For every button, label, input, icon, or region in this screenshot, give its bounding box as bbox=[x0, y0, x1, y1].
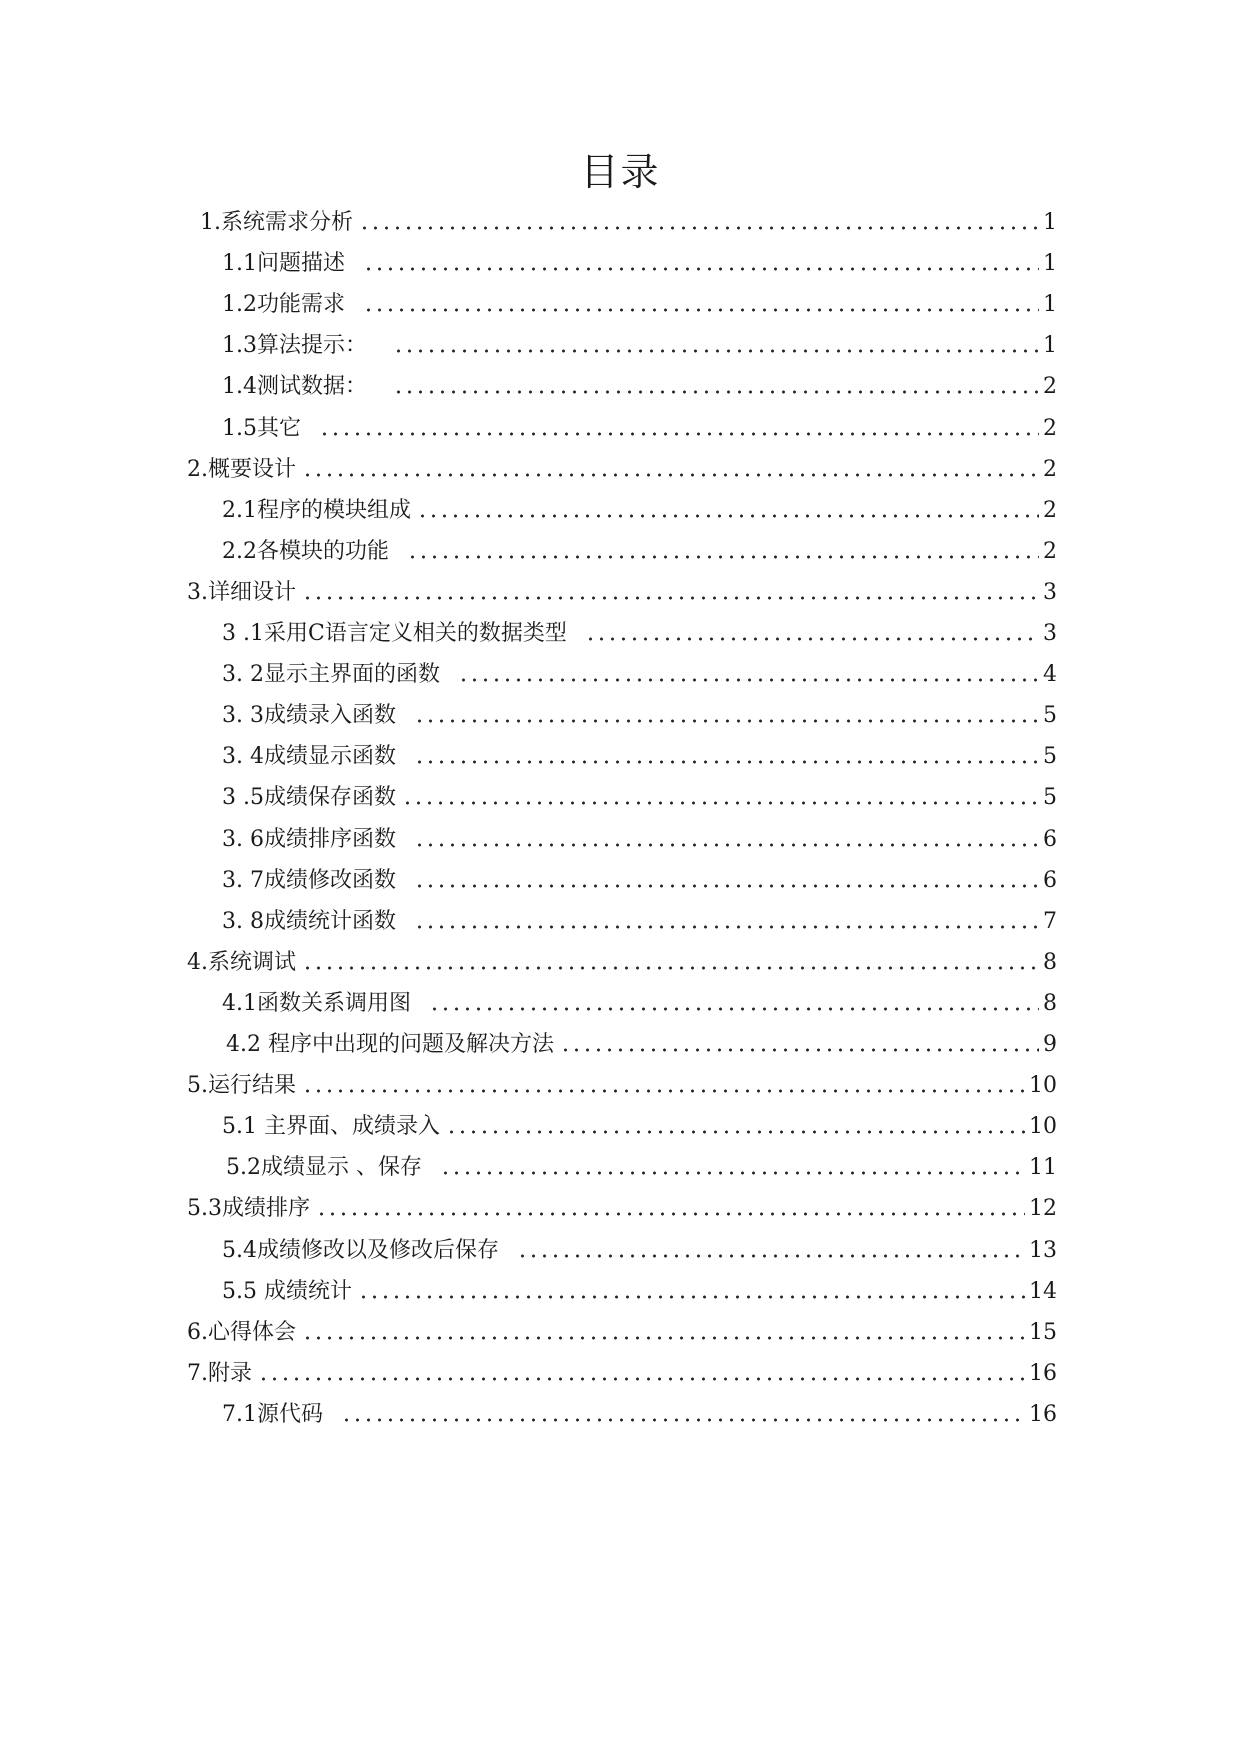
toc-entry-label: 3. 7成绩修改函数 bbox=[222, 867, 396, 893]
toc-entry[interactable] bbox=[222, 368, 1057, 402]
toc-dot-leader bbox=[363, 292, 1039, 314]
toc-entry-label: 6.心得体会 bbox=[187, 1319, 296, 1345]
toc-dot-leader bbox=[417, 498, 1039, 520]
toc-entry[interactable] bbox=[222, 245, 1057, 279]
toc-title: 目录 bbox=[580, 150, 661, 194]
toc-entry-page-number: 11 bbox=[1029, 1155, 1057, 1181]
toc-entry[interactable] bbox=[222, 1396, 1057, 1430]
toc-dot-leader bbox=[363, 251, 1039, 273]
toc-entry[interactable] bbox=[222, 738, 1057, 772]
toc-entry-label: 1.3算法提示： bbox=[222, 333, 367, 359]
toc-entry-page-number: 16 bbox=[1029, 1360, 1057, 1386]
toc-entry[interactable] bbox=[222, 1232, 1057, 1266]
toc-entry[interactable] bbox=[222, 615, 1057, 649]
toc-dot-leader bbox=[458, 662, 1039, 684]
toc-entry[interactable] bbox=[222, 903, 1057, 937]
toc-entry-page-number: 16 bbox=[1029, 1401, 1057, 1427]
toc-entry-page-number: 2 bbox=[1043, 415, 1057, 441]
toc-entry-page-number: 3 bbox=[1043, 621, 1057, 646]
toc-entry-page-number: 1 bbox=[1043, 292, 1057, 318]
toc-entry-page-number: 14 bbox=[1029, 1278, 1057, 1304]
toc-entry[interactable] bbox=[222, 1108, 1057, 1142]
toc-entry[interactable] bbox=[222, 779, 1057, 813]
toc-dot-leader bbox=[302, 950, 1039, 972]
toc-entry-label: 3 .5成绩保存函数 bbox=[222, 785, 396, 811]
toc-entry-label: 1.系统需求分析 bbox=[200, 210, 353, 235]
toc-entry[interactable] bbox=[187, 451, 1057, 485]
toc-dot-leader bbox=[414, 827, 1039, 849]
toc-dot-leader bbox=[316, 1196, 1025, 1218]
toc-entry-label: 1.5其它 bbox=[222, 415, 301, 441]
toc-dot-leader bbox=[258, 1361, 1025, 1383]
toc-entry-label: 1.1问题描述 bbox=[222, 251, 345, 277]
toc-entry-page-number: 8 bbox=[1043, 990, 1057, 1016]
toc-dot-leader bbox=[560, 1032, 1039, 1054]
toc-entry[interactable] bbox=[226, 1149, 1057, 1183]
toc-dot-leader bbox=[359, 210, 1039, 232]
toc-entry-label: 3. 6成绩排序函数 bbox=[222, 826, 396, 852]
toc-entry-label: 7.附录 bbox=[187, 1360, 252, 1386]
toc-entry[interactable] bbox=[222, 327, 1057, 361]
toc-entry-label: 2.2各模块的功能 bbox=[222, 538, 389, 564]
toc-entry-label: 4.2 程序中出现的问题及解决方法 bbox=[226, 1032, 554, 1057]
toc-entry-page-number: 3 bbox=[1043, 579, 1057, 605]
toc-entry-page-number: 5 bbox=[1043, 785, 1057, 811]
toc-entry[interactable] bbox=[222, 985, 1057, 1019]
toc-dot-leader bbox=[414, 703, 1039, 725]
toc-entry-label: 3. 4成绩显示函数 bbox=[222, 744, 396, 770]
toc-entry-page-number: 2 bbox=[1043, 538, 1057, 564]
toc-entry-page-number: 6 bbox=[1043, 867, 1057, 893]
toc-entry-page-number: 2 bbox=[1043, 374, 1057, 400]
toc-dot-leader bbox=[414, 909, 1039, 931]
toc-entry-label: 4.1函数关系调用图 bbox=[222, 990, 411, 1016]
toc-entry[interactable] bbox=[226, 1026, 1057, 1060]
toc-entry-page-number: 9 bbox=[1043, 1032, 1057, 1057]
toc-entry-page-number: 2 bbox=[1043, 456, 1057, 482]
toc-entry-label: 1.4测试数据： bbox=[222, 374, 367, 400]
toc-dot-leader bbox=[429, 991, 1039, 1013]
toc-dot-leader bbox=[302, 457, 1039, 479]
toc-entry-label: 5.3成绩排序 bbox=[187, 1196, 310, 1222]
toc-entry[interactable] bbox=[222, 410, 1057, 444]
toc-entry[interactable] bbox=[222, 821, 1057, 855]
toc-entry[interactable] bbox=[187, 1067, 1057, 1101]
toc-dot-leader bbox=[319, 416, 1039, 438]
toc-entry[interactable] bbox=[187, 1355, 1057, 1389]
toc-entry-page-number: 7 bbox=[1043, 908, 1057, 934]
toc-entry-label: 3. 8成绩统计函数 bbox=[222, 908, 396, 934]
toc-entry[interactable] bbox=[222, 862, 1057, 896]
toc-entry-page-number: 6 bbox=[1043, 826, 1057, 852]
toc-entry-page-number: 1 bbox=[1043, 251, 1057, 277]
toc-entry-page-number: 10 bbox=[1029, 1114, 1057, 1140]
toc-entry-page-number: 1 bbox=[1043, 210, 1057, 235]
toc-entry[interactable] bbox=[222, 533, 1057, 567]
toc-dot-leader bbox=[393, 374, 1039, 396]
toc-entry-label: 5.2成绩显示 、保存 bbox=[226, 1155, 422, 1181]
toc-dot-leader bbox=[302, 580, 1039, 602]
toc-dot-leader bbox=[440, 1155, 1025, 1177]
toc-entry-page-number: 2 bbox=[1043, 497, 1057, 523]
toc-entry[interactable] bbox=[200, 204, 1057, 238]
toc-entry-page-number: 1 bbox=[1043, 333, 1057, 359]
toc-entry-label: 5.4成绩修改以及修改后保存 bbox=[222, 1237, 499, 1263]
toc-entry[interactable] bbox=[222, 697, 1057, 731]
toc-dot-leader bbox=[341, 1402, 1025, 1424]
toc-entry-label: 5.1 主界面、成绩录入 bbox=[222, 1114, 440, 1140]
toc-entry-page-number: 15 bbox=[1029, 1319, 1057, 1345]
toc-entry-label: 5.5 成绩统计 bbox=[222, 1278, 352, 1304]
toc-dot-leader bbox=[585, 621, 1039, 643]
toc-entry-label: 3.详细设计 bbox=[187, 579, 296, 605]
toc-entry-label: 3. 2显示主界面的函数 bbox=[222, 662, 440, 688]
toc-entry-page-number: 13 bbox=[1029, 1237, 1057, 1263]
toc-entry-label: 3 .1采用C语言定义相关的数据类型 bbox=[222, 621, 567, 646]
toc-entry[interactable] bbox=[187, 1190, 1057, 1224]
toc-entry-label: 7.1源代码 bbox=[222, 1401, 323, 1427]
toc-entry[interactable] bbox=[187, 1314, 1057, 1348]
toc-entry-page-number: 10 bbox=[1029, 1073, 1057, 1099]
toc-entry-label: 1.2功能需求 bbox=[222, 292, 345, 318]
toc-dot-leader bbox=[302, 1073, 1025, 1095]
toc-dot-leader bbox=[517, 1238, 1025, 1260]
toc-entry-label: 5.运行结果 bbox=[187, 1073, 296, 1099]
toc-entry[interactable] bbox=[222, 656, 1057, 690]
toc-entry[interactable] bbox=[222, 492, 1057, 526]
toc-entry-page-number: 5 bbox=[1043, 744, 1057, 770]
toc-entry-page-number: 4 bbox=[1043, 662, 1057, 688]
toc-entry-page-number: 8 bbox=[1043, 949, 1057, 975]
toc-dot-leader bbox=[302, 1320, 1025, 1342]
toc-dot-leader bbox=[446, 1114, 1025, 1136]
toc-entry-page-number: 12 bbox=[1029, 1196, 1057, 1222]
toc-entry-label: 2.概要设计 bbox=[187, 456, 296, 482]
toc-dot-leader bbox=[393, 333, 1039, 355]
toc-entry-page-number: 5 bbox=[1043, 703, 1057, 729]
toc-entry[interactable] bbox=[187, 944, 1057, 978]
toc-dot-leader bbox=[407, 539, 1039, 561]
toc-dot-leader bbox=[402, 785, 1039, 807]
toc-dot-leader bbox=[414, 744, 1039, 766]
toc-dot-leader bbox=[414, 868, 1039, 890]
toc-entry[interactable] bbox=[187, 574, 1057, 608]
toc-entry[interactable] bbox=[222, 286, 1057, 320]
toc-entry-label: 3. 3成绩录入函数 bbox=[222, 703, 396, 729]
toc-entry-label: 4.系统调试 bbox=[187, 949, 296, 975]
toc-dot-leader bbox=[358, 1279, 1025, 1301]
toc-entry-label: 2.1程序的模块组成 bbox=[222, 497, 411, 523]
toc-entry[interactable] bbox=[222, 1273, 1057, 1307]
